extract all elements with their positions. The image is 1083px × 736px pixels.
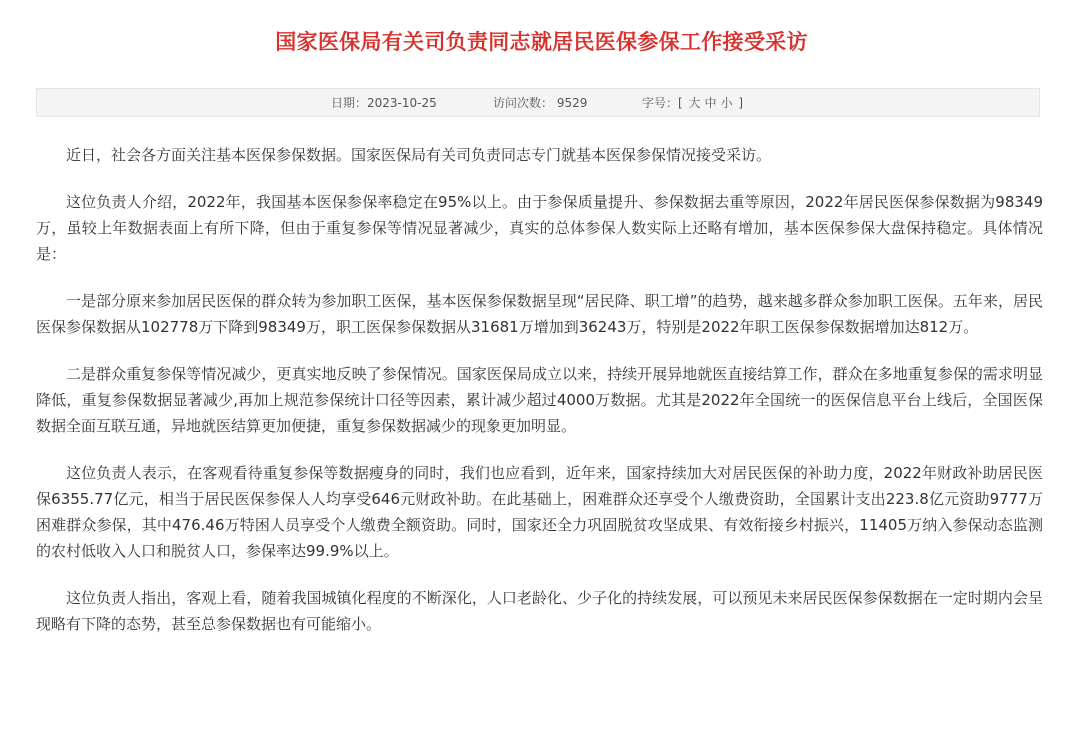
- article-paragraph: 二是群众重复参保等情况减少，更真实地反映了参保情况。国家医保局成立以来，持续开展异地就医直接结算工作，群众在多地重复参保的需求明显降低，重复参保数据显著减少,再加上规范参保统计口径等因素，累计减少超过4000万数据。尤其是2022年全国统一的医保信息平台上线后，全国医保数据全面互联互通，异地就医结算更加便捷，重复参保数据减少的现象更加明显。: [36, 365, 1043, 435]
- article-paragraph: 近日，社会各方面关注基本医保参保数据。国家医保局有关司负责同志专门就基本医保参保情况接受采访。: [66, 146, 772, 164]
- article-paragraph: 这位负责人表示，在客观看待重复参保等数据瘦身的同时，我们也应看到，近年来，国家持续加大对居民医保的补助力度，2022年财政补助居民医保6355.77亿元，相当于居民医保参保人人均享受646元财政补助。在此基础上，困难群众还享受个人缴费资助，全国累计支出223.8亿元资助9777万困难群众参保，其中476.46万特困人员享受个人缴费全额资助。同时，国家还全力巩固脱贫攻坚成果、有效衔接乡村振兴，11405万纳入参保动态监测的农村低收入人口和脱贫人口，参保率达99.9%以上。: [36, 464, 1043, 560]
- font-size-medium-button[interactable]: 中: [704, 96, 717, 110]
- font-size-bracket-open: [: [678, 96, 683, 110]
- article-title: 国家医保局有关司负责同志就居民医保参保工作接受采访: [275, 30, 808, 54]
- article-paragraph: 这位负责人指出，客观上看，随着我国城镇化程度的不断深化，人口老龄化、少子化的持续发展，可以预见未来居民医保参保数据在一定时期内会呈现略有下降的态势，甚至总参保数据也有可能缩小。: [36, 589, 1043, 633]
- font-size-label: 字号：: [642, 96, 679, 110]
- date-value: 2023-10-25: [367, 96, 437, 110]
- font-size-control: [642, 89, 743, 118]
- article-paragraph: 一是部分原来参加居民医保的群众转为参加职工医保，基本医保参保数据呈现“居民降、职工增”的趋势，越来越多群众参加职工医保。五年来，居民医保参保数据从102778万下降到98349万，职工医保参保数据从31681万增加到36243万，特别是2022年职工医保参保数据增加达812万。: [36, 292, 1043, 336]
- article-paragraph: 这位负责人介绍，2022年，我国基本医保参保率稳定在95%以上。由于参保质量提升、参保数据去重等原因，2022年居民医保参保数据为98349万，虽较上年数据表面上有所下降，但由于重复参保等情况显著减少，真实的总体参保人数实际上还略有增加，基本医保参保大盘保持稳定。具体情况是：: [36, 193, 1043, 263]
- article-body: [36, 142, 1043, 658]
- font-size-large-button[interactable]: 大: [688, 96, 701, 110]
- article-meta-bar: [36, 88, 1040, 117]
- visits-label: 访问次数：: [493, 96, 554, 110]
- visits-value: 9529: [556, 96, 588, 110]
- publish-date: [331, 89, 437, 118]
- font-size-bracket-close: ]: [738, 96, 744, 110]
- font-size-small-button[interactable]: 小: [720, 96, 733, 110]
- date-label: 日期：: [331, 96, 368, 110]
- visit-count: [493, 89, 587, 118]
